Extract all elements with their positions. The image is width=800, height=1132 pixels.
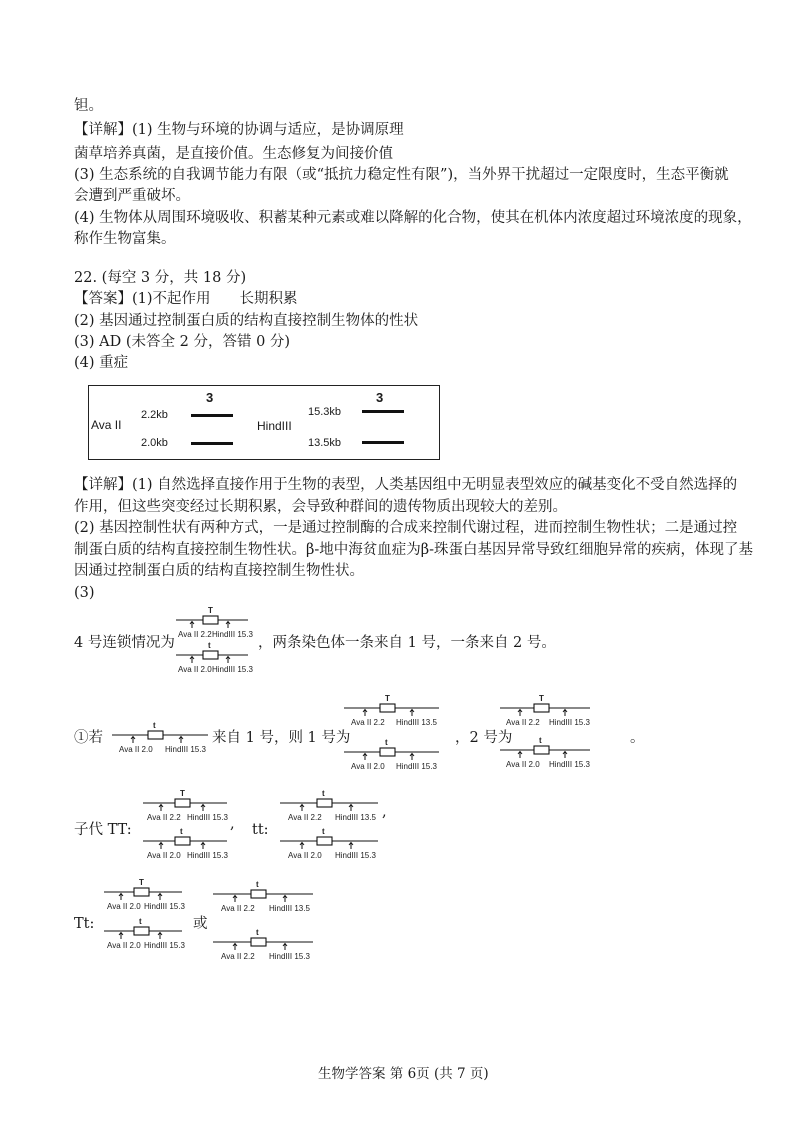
chromosome-diagram <box>143 829 227 859</box>
chromosome-diagram <box>500 738 590 768</box>
answer-line: 【答案】(1)不起作用 长期积累 <box>74 291 298 307</box>
gene-label: t <box>322 789 325 798</box>
chromosome-diagram <box>176 641 253 674</box>
answer-line: (4) 重症 <box>74 355 129 371</box>
question-header: 22. (每空 3 分，共 18 分) <box>74 270 247 286</box>
chromosome-line-icon <box>280 829 378 853</box>
site-label: Ava II 2.2 <box>221 952 255 961</box>
band-size: 13.5kb <box>308 437 342 449</box>
enzyme-label: Ava II <box>91 418 122 432</box>
site-label: Ava II 2.0 <box>119 745 153 754</box>
text-fragment: , <box>230 816 235 832</box>
chromosome-diagram <box>112 723 208 753</box>
site-label: HindIII 13.5 <box>335 813 376 822</box>
site-label: HindIII 15.3 <box>549 760 590 769</box>
gene-label: T <box>385 694 390 703</box>
band-size: 2.2kb <box>141 409 168 421</box>
gene-label: t <box>256 880 259 889</box>
site-label: Ava II 2.2 <box>147 813 181 822</box>
site-label: Ava II 2.0 <box>178 665 212 674</box>
gel-diagram <box>88 385 440 460</box>
site-label: HindIII 15.3 <box>269 952 310 961</box>
site-label: HindIII 13.5 <box>396 718 437 727</box>
site-label: HindIII 13.5 <box>269 904 310 913</box>
chromosome-line-icon <box>112 723 208 747</box>
chromosome-line-icon <box>500 696 590 720</box>
detail-line: (2) 基因控制性状有两种方式，一是通过控制酶的合成来控制代谢过程，进而控制生物性状；二是通过控 <box>74 520 738 536</box>
chromosome-line-icon <box>213 882 313 906</box>
site-label: HindIII 15.3 <box>165 745 206 754</box>
text-fragment: ，两条染色体一条来自 1 号，一条来自 2 号。 <box>258 635 556 651</box>
site-label: Ava II 2.0 <box>147 851 181 860</box>
site-label: Ava II 2.0 <box>506 760 540 769</box>
chromosome-diagram <box>143 791 227 821</box>
gel-band <box>191 414 233 417</box>
detail-line: (3) <box>74 585 95 601</box>
chromosome-line-icon <box>143 829 227 853</box>
text-fragment: 来自 1 号，则 1 号为 <box>212 730 351 746</box>
chromosome-line-icon <box>500 738 590 762</box>
page-footer: 生物学答案 第 6页 (共 7 页) <box>318 1066 489 1082</box>
band-size: 15.3kb <box>308 406 342 418</box>
detail-line: 制蛋白质的结构直接控制生物性状。β-地中海贫血症为β-珠蛋白基因异常导致红细胞异常的疾病，体现了基 <box>74 542 754 558</box>
text-fragment: 子代 TT: <box>74 822 132 838</box>
gene-label: T <box>180 789 185 798</box>
answer-line: (2) 基因通过控制蛋白质的结构直接控制生物体的性状 <box>74 313 419 329</box>
detail-line: 【详解】(1) 自然选择直接作用于生物的表型，人类基因组中无明显表型效应的碱基变化不受自然选择的 <box>74 477 738 493</box>
text-line: 会遭到严重破坏。 <box>74 188 190 204</box>
site-label: HindIII 15.3 <box>396 762 437 771</box>
gene-label: T <box>208 606 213 615</box>
text-fragment: , <box>382 804 387 820</box>
chromosome-diagram <box>280 829 378 859</box>
site-label: Ava II 2.2 <box>288 813 322 822</box>
text-fragment: tt: <box>252 822 269 838</box>
chromosome-line-icon <box>104 919 182 943</box>
site-label: Ava II 2.0 <box>288 851 322 860</box>
text-line: 钽。 <box>74 98 103 114</box>
answer-line: (3) AD (未答全 2 分，答错 0 分) <box>74 334 291 350</box>
lane-label-left: 3 <box>206 390 214 405</box>
chromosome-line-icon <box>213 930 313 954</box>
text-fragment: 或 <box>193 916 208 932</box>
site-label: Ava II 2.2 <box>221 904 255 913</box>
site-label: Ava II 2.0 <box>107 902 141 911</box>
chromosome-diagram <box>280 791 378 821</box>
text-fragment: Tt: <box>74 916 95 932</box>
gene-label: t <box>539 736 542 745</box>
chromosome-line-icon <box>280 791 378 815</box>
text-fragment: 4 号连锁情况为 <box>74 635 175 651</box>
text-line: (4) 生物体从周围环境吸收、积蓄某种元素或难以降解的化合物，使其在机体内浓度超过环境浓度的现象， <box>74 210 752 226</box>
site-label: HindIII 15.3 <box>187 813 228 822</box>
chromosome-line-icon <box>176 643 248 667</box>
text-fragment: 。 <box>630 730 645 746</box>
gel-band <box>191 442 233 445</box>
enzyme-label: HindIII <box>257 419 292 433</box>
text-line: (3) 生态系统的自我调节能力有限（或“抵抗力稳定性有限”)，当外界干扰超过一定限度时，生态平衡就 <box>74 167 729 183</box>
site-label: Ava II 2.2 <box>351 718 385 727</box>
chromosome-diagram <box>176 606 253 639</box>
chromosome-diagram <box>213 930 313 960</box>
site-label: HindIII 15.3 <box>549 718 590 727</box>
gene-label: t <box>208 641 211 650</box>
site-label: Ava II 2.2 <box>506 718 540 727</box>
site-label: HindIII 15.3 <box>144 941 185 950</box>
chromosome-line-icon <box>344 740 439 764</box>
gene-label: t <box>153 721 156 730</box>
site-label: Ava II 2.0 <box>351 762 385 771</box>
detail-line: 因通过控制蛋白质的结构直接控制生物性状。 <box>74 563 364 579</box>
site-label: HindIII 15.3 <box>335 851 376 860</box>
chromosome-line-icon <box>344 696 439 720</box>
site-label: HindIII 15.3 <box>144 902 185 911</box>
chromosome-diagram <box>344 740 439 770</box>
chromosome-diagram <box>104 917 185 950</box>
chromosome-diagram <box>344 696 439 726</box>
site-label: HindIII 15.3 <box>187 851 228 860</box>
lane-label-right: 3 <box>376 390 384 405</box>
text-line: 【详解】(1) 生物与环境的协调与适应，是协调原理 <box>74 122 404 138</box>
text-fragment: ，2 号为 <box>455 730 513 746</box>
chromosome-diagram <box>213 882 313 912</box>
chromosome-diagram <box>104 878 185 911</box>
gene-label: t <box>256 928 259 937</box>
chromosome-diagram <box>500 696 590 726</box>
gene-label: t <box>322 827 325 836</box>
gene-label: t <box>180 827 183 836</box>
gene-label: t <box>139 917 142 926</box>
band-size: 2.0kb <box>141 437 168 449</box>
chromosome-line-icon <box>143 791 227 815</box>
text-line: 称作生物富集。 <box>74 231 176 247</box>
site-label: HindIII 15.3 <box>212 630 253 639</box>
gene-label: t <box>385 738 388 747</box>
site-label: Ava II 2.2 <box>178 630 212 639</box>
text-fragment: ①若 <box>74 730 103 746</box>
gel-band <box>362 410 404 413</box>
site-label: Ava II 2.0 <box>107 941 141 950</box>
text-line: 菌草培养真菌，是直接价值。生态修复为间接价值 <box>74 146 393 162</box>
gel-band <box>362 441 404 444</box>
gene-label: T <box>539 694 544 703</box>
gene-label: T <box>139 878 144 887</box>
detail-line: 作用，但这些突变经过长期积累，会导致种群间的遗传物质出现较大的差别。 <box>74 499 567 515</box>
site-label: HindIII 15.3 <box>212 665 253 674</box>
